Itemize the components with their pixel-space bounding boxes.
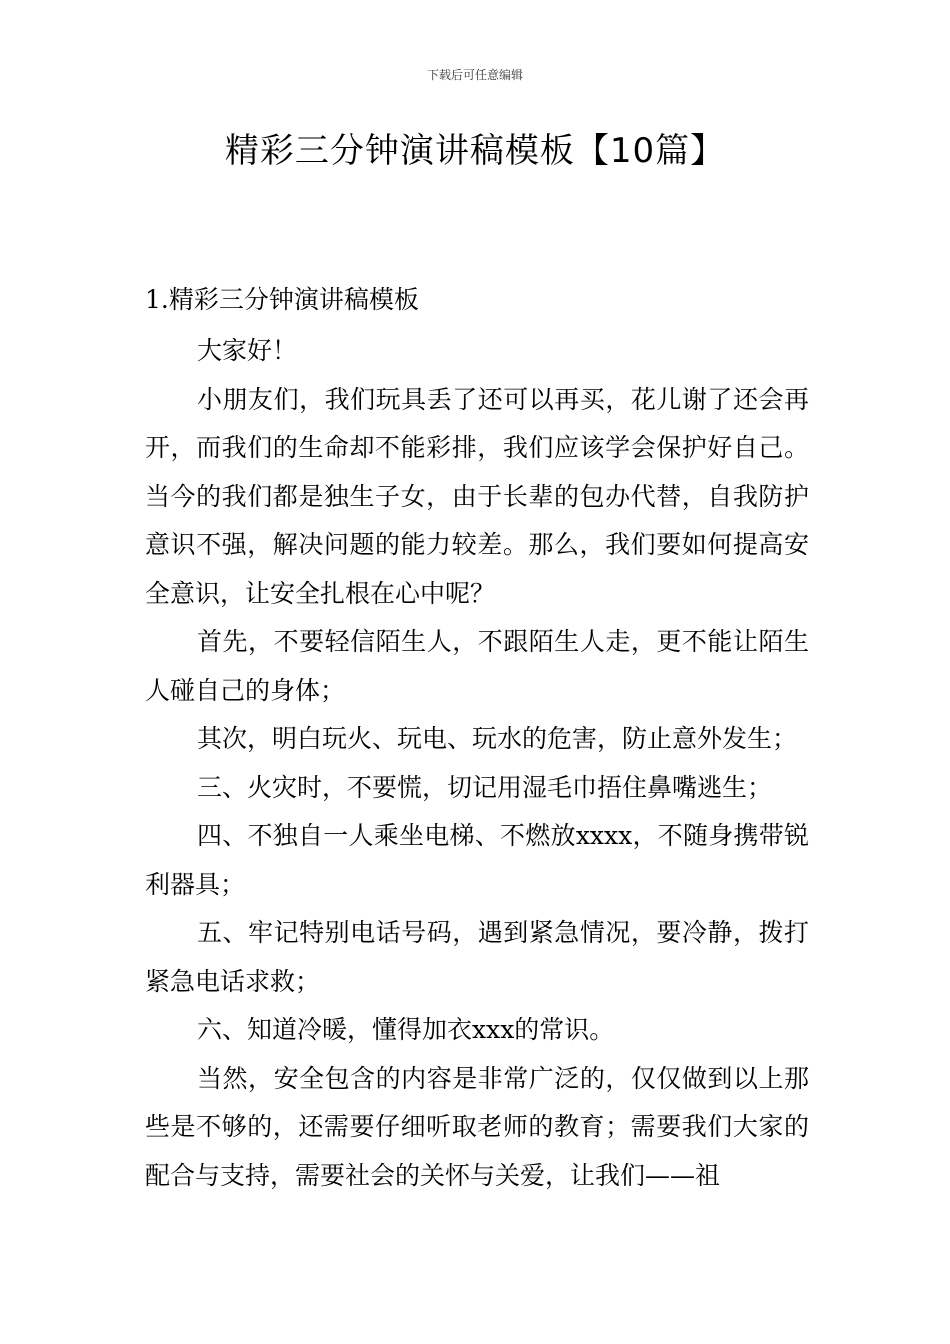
paragraph-fourth: 四、不独自一人乘坐电梯、不燃放xxxx，不随身携带锐利器具； (145, 821, 809, 899)
paragraph-intro: 小朋友们，我们玩具丢了还可以再买，花儿谢了还会再开，而我们的生命却不能彩排，我们应该学会保护好自己。当今的我们都是独生子女，由于长辈的包办代替，自我防护意识不强，解决问题的能力较差。那么，我们要如何提高安全意识，让安全扎根在心中呢？ (145, 384, 809, 608)
body-text (145, 327, 809, 1200)
section-heading: 1.精彩三分钟演讲稿模板 (145, 285, 419, 314)
paragraph-third: 三、火灾时，不要慌，切记用湿毛巾捂住鼻嘴逃生； (197, 772, 773, 802)
paragraph-first: 首先，不要轻信陌生人，不跟陌生人走，更不能让陌生人碰自己的身体； (145, 627, 809, 705)
paragraph-conclusion: 当然，安全包含的内容是非常广泛的，仅仅做到以上那些是不够的，还需要仔细听取老师的教育；需要我们大家的配合与支持，需要社会的关怀与关爱，让我们——祖 (145, 1063, 809, 1190)
paragraph-second: 其次，明白玩火、玩电、玩水的危害，防止意外发生； (197, 724, 798, 753)
paragraph-fifth: 五、牢记特别电话号码，遇到紧急情况，要冷静，拨打紧急电话求救； (145, 918, 809, 996)
header-note: 下载后可任意编辑 (426, 68, 523, 82)
paragraph-sixth: 六、知道冷暖，懂得加衣xxx的常识。 (197, 1015, 615, 1044)
document-title: 精彩三分钟演讲稿模板【10篇】 (224, 131, 726, 171)
paragraph-greeting: 大家好！ (197, 336, 298, 365)
